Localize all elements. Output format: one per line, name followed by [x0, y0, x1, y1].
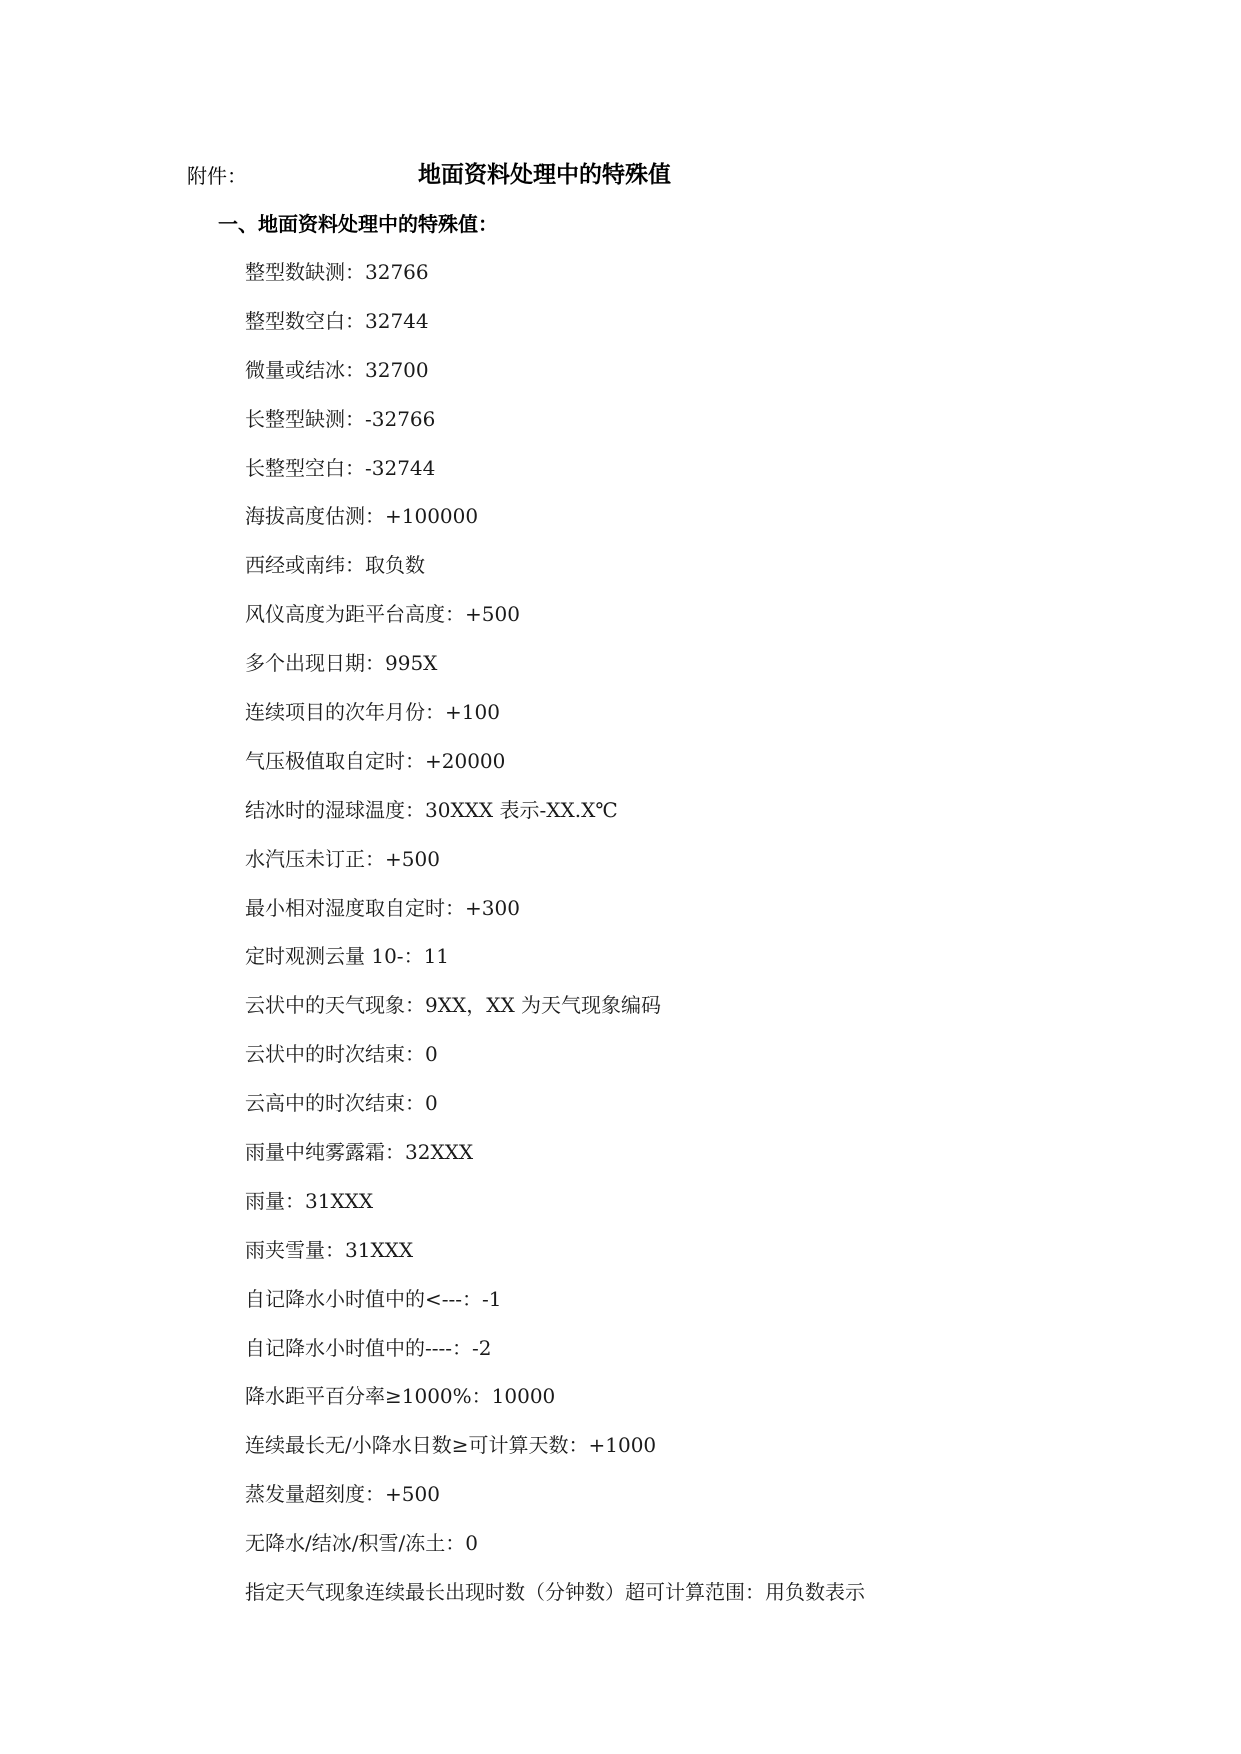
- list-item: 风仪高度为距平台高度：+500: [245, 602, 520, 627]
- list-item: 定时观测云量 10-：11: [245, 944, 450, 969]
- list-item: 微量或结冰：32700: [245, 357, 429, 382]
- list-item: 结冰时的湿球温度：30XXX 表示-XX.X℃: [245, 797, 618, 822]
- attachment-label: 附件：: [187, 164, 247, 188]
- list-item: 雨量：31XXX: [245, 1188, 374, 1213]
- list-item: 整型数缺测：32766: [245, 260, 429, 284]
- list-item: 雨夹雪量：31XXX: [245, 1237, 414, 1262]
- list-item: 海拔高度估测：+100000: [245, 504, 479, 529]
- list-item: 西经或南纬：取负数: [245, 553, 425, 578]
- list-item: 云状中的时次结束：0: [245, 1042, 438, 1067]
- list-item: 自记降水小时值中的<---：-1: [245, 1286, 502, 1311]
- list-item: 降水距平百分率≥1000%：10000: [245, 1384, 556, 1409]
- list-item: 指定天气现象连续最长出现时数（分钟数）超可计算范围：用负数表示: [245, 1580, 865, 1605]
- list-item: 无降水/结冰/积雪/冻土：0: [245, 1531, 478, 1556]
- document-title: 地面资料处理中的特殊值: [418, 161, 671, 188]
- list-item: 蒸发量超刻度：+500: [245, 1482, 440, 1507]
- list-item: 雨量中纯雾露霜：32XXX: [245, 1140, 474, 1165]
- list-item: 连续项目的次年月份：+100: [245, 700, 500, 725]
- list-item: 整型数空白：32744: [245, 308, 429, 333]
- list-item: 最小相对湿度取自定时：+300: [245, 895, 520, 920]
- list-item: 云状中的天气现象：9XX，XX 为天气现象编码: [245, 993, 662, 1018]
- list-item: 气压极值取自定时：+20000: [245, 748, 506, 773]
- list-item: 长整型空白：-32744: [245, 455, 436, 480]
- special-values-list: [245, 258, 865, 1627]
- list-item: 长整型缺测：-32766: [245, 406, 436, 431]
- section-heading: 一、地面资料处理中的特殊值：: [218, 212, 498, 236]
- list-item: 水汽压未订正：+500: [245, 846, 440, 871]
- list-item: 云高中的时次结束：0: [245, 1091, 438, 1116]
- list-item: 连续最长无/小降水日数≥可计算天数：+1000: [245, 1433, 657, 1458]
- list-item: 多个出现日期：995X: [245, 651, 438, 676]
- list-item: 自记降水小时值中的----：-2: [245, 1335, 492, 1360]
